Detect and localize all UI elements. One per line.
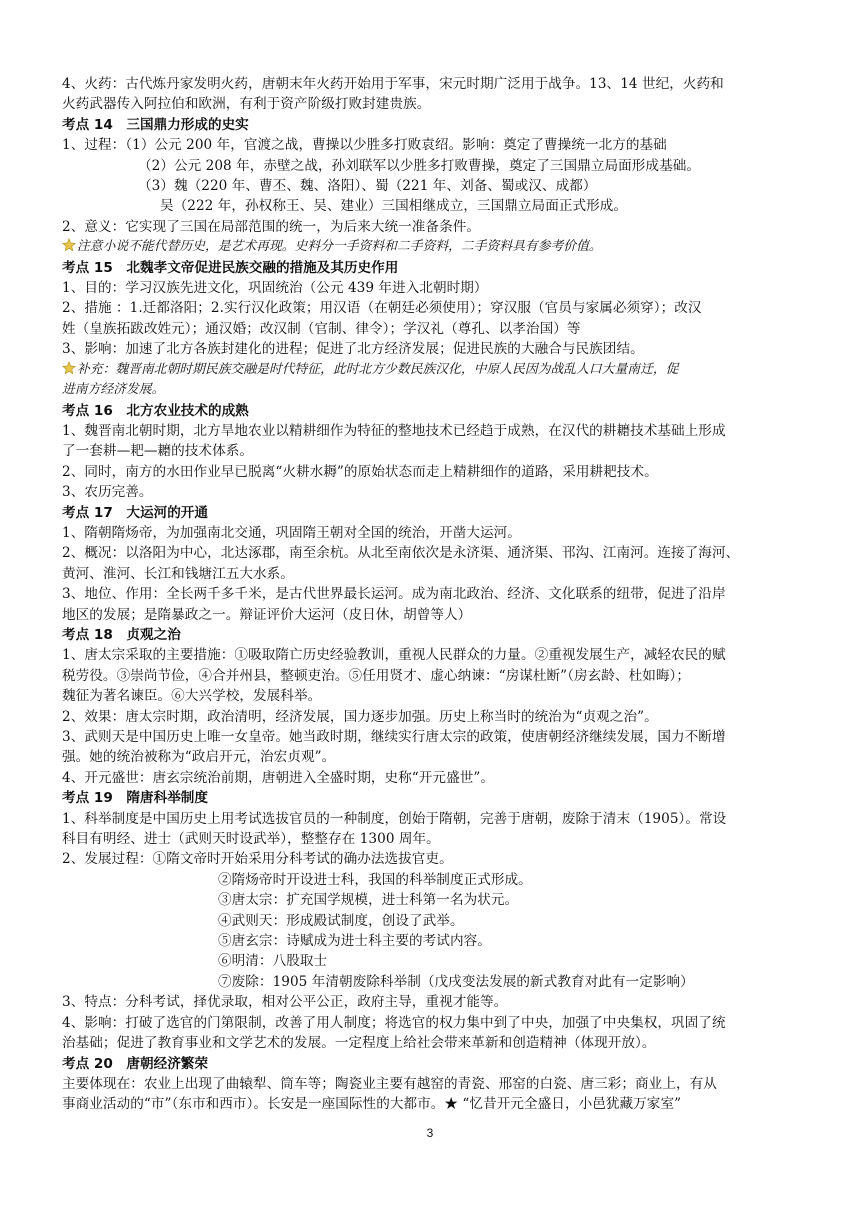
star-icon — [62, 238, 76, 252]
text-line — [62, 421, 810, 441]
line-text: 强。她的统治被称为“政启开元，治宏贞观”。 — [62, 749, 336, 766]
text-line — [62, 339, 810, 359]
page-number: 3 — [426, 1126, 434, 1140]
line-text: 2、效果：唐太宗时期，政治清明，经济发展，国力逐步加强。历史上称当时的统治为“贞观之治”。 — [62, 708, 658, 725]
line-text: ⑦废除：1905 年清朝废除科举制（戊戌变法发展的新式教育对此有一定影响） — [218, 973, 694, 990]
note-line — [62, 380, 810, 400]
line-text: 4、开元盛世：唐玄宗统治前期，唐朝进入全盛时期，史称“开元盛世”。 — [62, 769, 495, 786]
text-line — [62, 890, 810, 910]
line-text: ②隋炀帝时开设进士科，我国的科举制度正式形成。 — [218, 871, 532, 888]
line-text: 1、科举制度是中国历史上用考试选拔官员的一种制度，创始于隋朝，完善于唐朝，废除于清末（1905）。常设 — [62, 810, 727, 827]
text-line — [62, 319, 810, 339]
text-line — [62, 666, 810, 686]
text-line — [62, 849, 810, 869]
text-line — [62, 74, 810, 94]
text-line — [62, 196, 810, 216]
section-heading — [62, 625, 810, 645]
text-line — [62, 809, 810, 829]
line-text: ⑤唐玄宗：诗赋成为进士科主要的考试内容。 — [218, 933, 491, 950]
text-line — [62, 217, 810, 237]
line-text: 4、火药：古代炼丹家发明火药，唐朝末年火药开始用于军事，宋元时期广泛用于战争。13、14 世纪，火药和 — [62, 76, 724, 92]
text-line — [62, 278, 810, 298]
line-text: 黄河、淮河、长江和钱塘江五大水系。 — [62, 565, 294, 582]
line-text: ③唐太宗：扩充国学规模，进士科第一名为状元。 — [218, 892, 519, 909]
line-text: 1、目的：学习汉族先进文化，巩固统治（公元 439 年进入北朝时期） — [62, 280, 488, 297]
line-text: 考点 16 北方农业技术的成熟 — [62, 402, 249, 419]
line-text: 考点 20 唐朝经济繁荣 — [62, 1055, 208, 1072]
text-line — [62, 870, 810, 890]
text-line — [62, 523, 810, 543]
text-line — [62, 441, 810, 461]
text-line — [62, 707, 810, 727]
section-heading — [62, 1054, 810, 1074]
text-line — [62, 135, 810, 155]
line-text: 1、魏晋南北朝时期，北方旱地农业以精耕细作为特征的整地技术已经趋于成熟，在汉代的耕耱技术基础上形成 — [62, 422, 726, 439]
line-text: 主要体现在：农业上出现了曲辕犁、筒车等；陶瓷业主要有越窑的青瓷、邢窑的白瓷、唐三彩；商业上，有从 — [62, 1075, 717, 1092]
line-text: 3、影响：加速了北方各族封建化的进程；促进了北方经济发展；促进民族的大融合与民族团结。 — [62, 341, 644, 358]
line-text: 地区的发展；是隋暴政之一。辩证评价大运河（皮日休，胡曾等人） — [62, 606, 472, 623]
line-text: 2、同时，南方的水田作业早已脱离“火耕水耨”的原始状态而走上精耕细作的道路，采用耕耙技术。 — [62, 463, 658, 480]
text-line — [62, 1013, 810, 1033]
text-line — [62, 1094, 810, 1114]
line-text: 2、概况：以洛阳为中心，北达涿郡，南至余杭。从北至南依次是永济渠、通济渠、邗沟、江南河。连接了海河、 — [62, 545, 740, 562]
text-line — [62, 686, 810, 706]
line-text: 2、措施 ：1.迁都洛阳；2.实行汉化政策；用汉语（在朝廷必须使用）；穿汉服（官员与家属必须穿）；改汉 — [62, 300, 702, 317]
text-line — [62, 1074, 810, 1094]
text-line — [62, 298, 810, 318]
line-text: 科目有明经、进士（武则天时设武举），整整存在 1300 周年。 — [62, 831, 440, 848]
line-text: （3）魏（220 年、曹丕、魏、洛阳）、蜀（221 年、刘备、蜀或汉、成都） — [138, 178, 597, 195]
text-line — [62, 829, 810, 849]
line-text: 考点 18 贞观之治 — [62, 626, 181, 643]
note-line — [62, 237, 810, 257]
text-line — [62, 176, 810, 196]
line-text: （2）公元 208 年，赤壁之战，孙刘联军以少胜多打败曹操，奠定了三国鼎立局面形成基础。 — [138, 157, 700, 174]
line-text: 注意小说不能代替历史，是艺术再现。史料分一手资料和二手资料，二手资料具有参考价值。 — [77, 239, 602, 255]
line-text: 事商业活动的“市”（东市和西市）。长安是一座国际性的大都市。★ “忆昔开元全盛日，小邑犹藏万家室” — [62, 1096, 682, 1113]
text-line — [62, 747, 810, 767]
line-text: ⑥明清：八股取士 — [218, 953, 328, 970]
text-line — [62, 156, 810, 176]
line-text: 3、特点：分科考试，择优录取，相对公平公正，政府主导，重视才能等。 — [62, 994, 508, 1011]
line-text: 1、唐太宗采取的主要措施：①吸取隋亡历史经验教训，重视人民群众的力量。②重视发展生产，减轻农民的赋 — [62, 647, 726, 664]
line-text: 1、隋朝隋炀帝，为加强南北交通，巩固隋王朝对全国的统治，开凿大运河。 — [62, 524, 521, 541]
text-line — [62, 727, 810, 747]
star-icon — [62, 361, 76, 375]
line-text: 进南方经济发展。 — [62, 382, 165, 398]
text-line — [62, 768, 810, 788]
text-line — [62, 584, 810, 604]
text-line — [62, 951, 810, 971]
line-text: 3、地位、作用：全长两千多千米，是古代世界最长运河。成为南北政治、经济、文化联系的纽带，促进了沿岸 — [62, 586, 726, 603]
line-text: 火药武器传入阿拉伯和欧洲，有利于资产阶级打败封建贵族。 — [62, 96, 431, 113]
section-heading — [62, 401, 810, 421]
section-heading — [62, 115, 810, 135]
text-line — [62, 931, 810, 951]
line-text: 2、意义：它实现了三国在局部范围的统一，为后来大统一准备条件。 — [62, 218, 481, 235]
section-heading — [62, 258, 810, 278]
text-line — [62, 1033, 810, 1053]
line-text: 考点 17 大运河的开通 — [62, 504, 208, 521]
line-text: 补充：魏晋南北朝时期民族交融是时代特征，此时北方少数民族汉化，中原人民因为战乱人口大量南迁，促 — [77, 361, 679, 377]
line-text: 3、武则天是中国历史上唯一女皇帝。她当政时期，继续实行唐太宗的政策，使唐朝经济继续发展，国力不断增 — [62, 729, 726, 745]
text-line — [62, 605, 810, 625]
line-text: 税劳役。③崇尚节俭，④合并州县，整顿吏治。⑤任用贤才、虚心纳谏：“房谋杜断”（房玄龄、杜如晦）； — [62, 667, 691, 684]
text-line — [62, 482, 810, 502]
line-text: 4、影响：打破了选官的门第限制，改善了用人制度；将选官的权力集中到了中央，加强了中央集权，巩固了统 — [62, 1014, 726, 1031]
line-text: 1、过程：（1）公元 200 年，官渡之战，曹操以少胜多打败袁绍。影响：奠定了曹操统一北方的基础 — [62, 137, 667, 154]
line-text: 3、农历完善。 — [62, 484, 153, 501]
text-line — [62, 564, 810, 584]
line-text: 治基础；促进了教育事业和文学艺术的发展。一定程度上给社会带来革新和创造精神（体现开放）。 — [62, 1035, 656, 1052]
note-line — [62, 360, 810, 380]
line-text: 魏征为著名谏臣。⑥大兴学校，发展科举。 — [62, 688, 322, 705]
line-text: 考点 19 隋唐科举制度 — [62, 790, 208, 807]
line-text: ④武则天：形成殿试制度，创设了武举。 — [218, 912, 464, 929]
text-line — [62, 972, 810, 992]
document-body — [62, 74, 810, 1115]
text-line — [62, 992, 810, 1012]
line-text: 吴（222 年，孙权称王、吴、建业）三国相继成立，三国鼎立局面正式形成。 — [160, 198, 628, 215]
text-line — [62, 645, 810, 665]
line-text: 考点 15 北魏孝文帝促进民族交融的措施及其历史作用 — [62, 259, 399, 276]
line-text: 2、发展过程：①隋文帝时开始采用分科考试的确办法选拔官吏。 — [62, 851, 453, 868]
text-line — [62, 911, 810, 931]
text-line — [62, 94, 810, 114]
section-heading — [62, 788, 810, 808]
line-text: 考点 14 三国鼎力形成的史实 — [62, 116, 249, 133]
text-line — [62, 543, 810, 563]
text-line — [62, 462, 810, 482]
section-heading — [62, 503, 810, 523]
line-text: 姓（皇族拓跋改姓元）；通汉婚；改汉制（官制、律令）；学汉礼（尊孔、以孝治国）等 — [62, 320, 581, 337]
line-text: 了一套耕—耙—耱的技术体系。 — [62, 443, 254, 460]
